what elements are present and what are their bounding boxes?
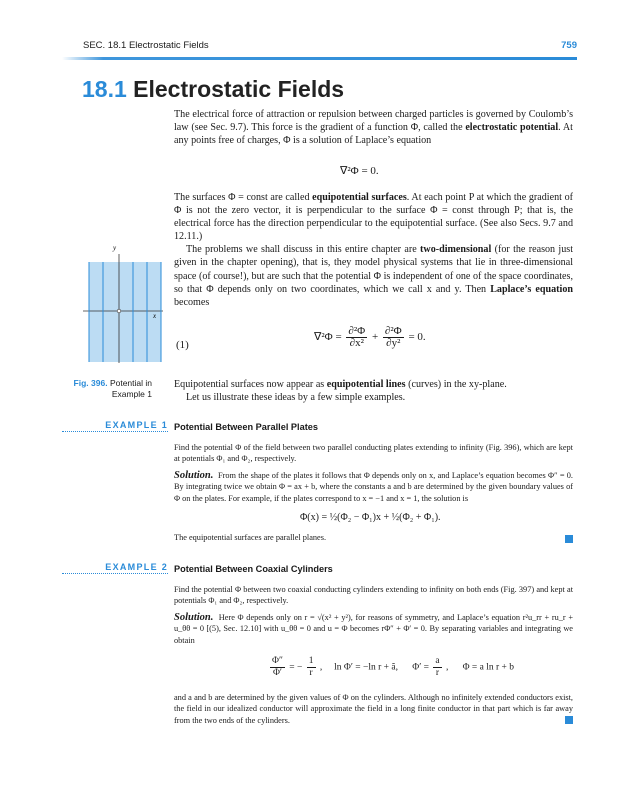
figure-shaded-region [89, 262, 161, 362]
example-2-end-mark [565, 716, 573, 724]
term-equipotential-surfaces: equipotential surfaces [312, 192, 407, 203]
example-1-problem: Find the potential Φ of the field between two parallel conducting plates extending to infinity (Fig. 396), which are kept at potentials Φ₁ and Φ₂, respectively. [174, 443, 573, 464]
eq1-num-x: ∂²Φ [348, 325, 366, 337]
p1-text-a: The electrical force of attraction or repulsion between charged particles is governed by Coulomb’s law (see Sec. 9.7). This force is the gradient of a function Φ, called the [174, 109, 573, 134]
ex2-frac-a-num: a [435, 656, 440, 666]
example-2-conclusion: and a and b are determined by the given values of Φ on the cylinders. Although no infinitely extended conductors exist, the field in our idealized conductor will approximate the field in a long finite conductor in that part which is far away from the two ends of the cylinders. [174, 693, 573, 725]
example-2-body [174, 584, 573, 646]
section-title-text: Electrostatic Fields [133, 76, 345, 102]
example-2-problem: Find the potential Φ between two coaxial conducting cylinders extending to infinity on both ends (Fig. 397) and kept at potentials Φ₁ and Φ₂, respectively. [174, 585, 573, 606]
equation-1 [314, 326, 426, 349]
intro-paragraph-2 [174, 191, 573, 309]
ex2-frac-r [307, 656, 316, 679]
eq1-den-y: ∂y² [386, 337, 401, 349]
example-1-end-mark [565, 535, 573, 543]
example-2-dotted-rule [62, 572, 168, 574]
example-1-body [174, 442, 573, 504]
example-2-marker [62, 562, 168, 576]
p4-text-a: Equipotential surfaces now appear as [174, 379, 327, 390]
p3-text-a: The problems we shall discuss in this entire chapter are [186, 244, 421, 256]
example-1-conclusion: The equipotential surfaces are parallel planes. [174, 533, 327, 542]
term-electrostatic-potential: electrostatic potential [465, 122, 559, 134]
intro-paragraph-1 [174, 108, 573, 147]
eq1-frac-x [346, 326, 367, 349]
p5-text: Let us illustrate these ideas by a few simple examples. [186, 392, 406, 404]
equation-1-label: (1) [176, 339, 189, 351]
page-number: 759 [561, 40, 577, 51]
p2-text-a: The surfaces Φ = const are called [174, 192, 313, 203]
figure-caption-text: Potential in Example 1 [109, 378, 152, 399]
figure-y-label: y [113, 244, 117, 252]
ex2-frac-phi [270, 656, 285, 679]
p2-text-b: . At each point P at which the gradient of Φ is not the zero vector, it is perpendicular to the surface Φ = const through P; that is, the electrical force has the direction perpendicular to the equipotential surface. (See also Secs. 9.7 and 12.11.) [174, 192, 573, 243]
ex2-frac-a-den: r [435, 668, 440, 678]
term-equipotential-lines: equipotential lines [326, 379, 406, 390]
ex2-frac-phi-den: Φ′ [272, 668, 282, 678]
example-1-equation: Φ(x) = ½(Φ₂ − Φ₁)x + ½(Φ₂ + Φ₁). [300, 512, 441, 523]
term-laplace-equation: Laplace’s equation [490, 283, 573, 295]
ex2-frac-a [433, 656, 441, 679]
example-1-dotted-rule [62, 430, 168, 432]
example-1-solution-label: Solution. [174, 469, 214, 481]
p3-text-b: (for the reason just given in the chapter opening), that is, they model physical systems that lie in three-dimensional space (of course!), but are such that the potential Φ is independent of one of the space coordinates, so that Φ depends only on two coordinates, which we call x and y. Then [174, 244, 574, 295]
ex2-frac-phi-num: Φ″ [272, 656, 283, 666]
eq1-num-y: ∂²Φ [384, 325, 402, 337]
term-two-dimensional: two-dimensional [420, 244, 492, 256]
p4-text-b: (curves) in the xy-plane. [405, 379, 507, 390]
eq1-den-x: ∂x² [349, 337, 364, 349]
intro-paragraph-4 [174, 378, 573, 404]
p3-text-c: becomes [174, 296, 210, 308]
eq1-frac-y [383, 326, 404, 349]
eq1-plus: + [371, 331, 379, 344]
example-2-label: EXAMPLE 2 [99, 562, 168, 572]
example-2-solution-label: Solution. [174, 611, 214, 623]
section-title [82, 76, 344, 103]
example-2-equations [268, 656, 514, 679]
example-2-heading: Potential Between Coaxial Cylinders [174, 564, 333, 574]
ex2-eq-middle: , ln Φ′ = −ln r + ã, Φ′ = [319, 662, 430, 673]
example-2-solution: Here Φ depends only on r = √(x² + y²), for reasons of symmetry, and Laplace’s equation r²u_rr + ru_r + u_θθ = 0 [(5), Sec. 12.10] with u_θθ = 0 and u = Φ becomes rΦ″ + Φ′ = 0. By separating variables and integrating we obtain [174, 612, 573, 645]
figure-396 [83, 244, 169, 364]
eq1-lhs: ∇²Φ = [314, 331, 342, 344]
running-header-section: SEC. 18.1 Electrostatic Fields [83, 40, 209, 51]
figure-caption [62, 378, 152, 400]
p1-text-b: . At any points free of charges, Φ is a solution of Laplace’s equation [174, 122, 573, 147]
example-1-label: EXAMPLE 1 [99, 420, 168, 430]
ex2-eq-final: , Φ = a ln r + b [445, 662, 515, 673]
ex2-frac-r-num: 1 [308, 656, 314, 666]
example-1-marker [62, 420, 168, 434]
ex2-frac-r-den: r [309, 668, 313, 678]
figure-x-label: x [153, 312, 157, 320]
section-number: 18.1 [82, 76, 127, 102]
header-rule [62, 57, 577, 60]
figure-origin [117, 309, 121, 313]
eq1-rhs: = 0. [408, 331, 426, 344]
laplace-equation: ∇²Φ = 0. [340, 165, 379, 177]
example-1-heading: Potential Between Parallel Plates [174, 422, 318, 432]
ex2-eq-minus: = − [289, 662, 303, 673]
example-1-solution: From the shape of the plates it follows that Φ depends only on x, and Laplace’s equation becomes Φ″ = 0. By integrating twice we obtain Φ = ax + b, where the constants a and b are determined by the given boundary values of Φ on the plates. For example, if the plates correspond to x = −1 and x = 1, the solution is [174, 470, 573, 503]
figure-caption-label: Fig. 396. [73, 378, 108, 388]
